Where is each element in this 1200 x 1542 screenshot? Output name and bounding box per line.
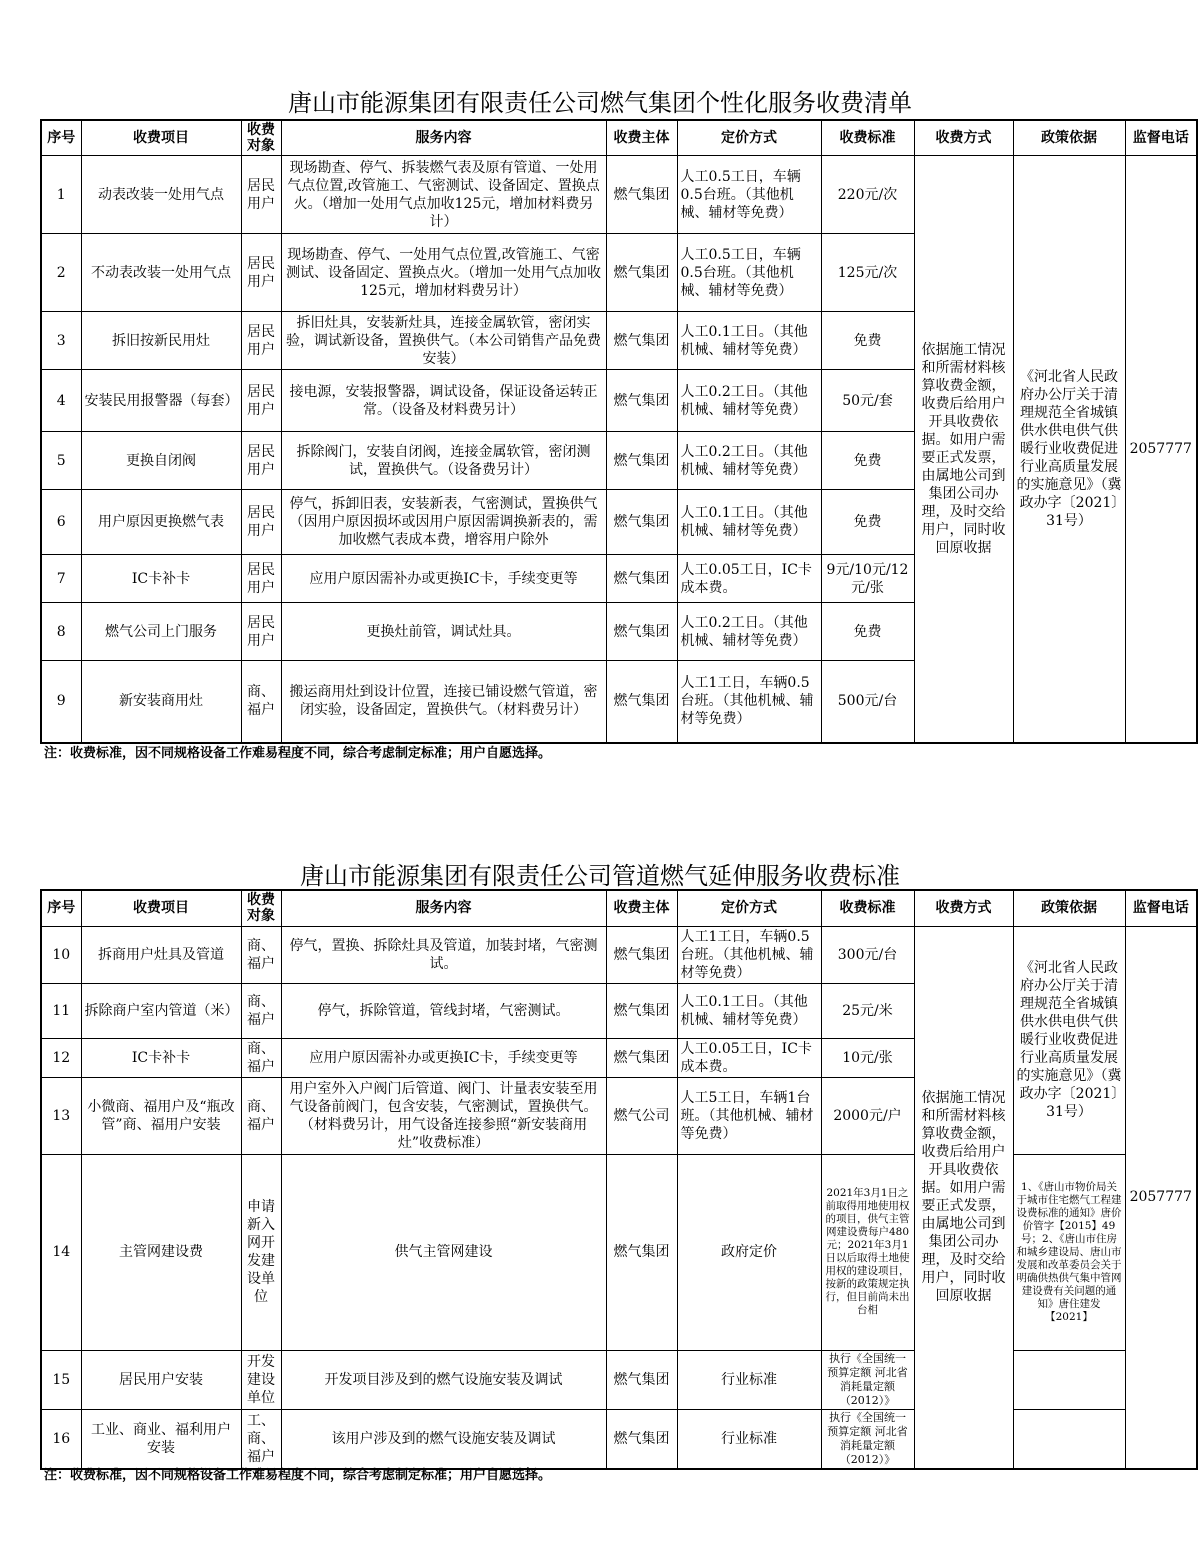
table1-note: 注：收费标准，因不同规格设备工作难易程度不同，综合考虑制定标准；用户自愿选择。 [44, 746, 552, 761]
row-pricing: 人工0.2工日。（其他机械、辅材等免费） [677, 603, 821, 661]
table2-header-row [41, 890, 1197, 926]
header-subject: 收费主体 [606, 890, 677, 926]
row-subject: 燃气集团 [606, 1154, 677, 1350]
row-standard: 免费 [821, 432, 914, 490]
row-standard: 9元/10元/12元/张 [821, 555, 914, 603]
row-no: 8 [41, 603, 81, 661]
row-item: 不动表改装一处用气点 [81, 234, 241, 312]
row-item: 安装民用报警器（每套） [81, 370, 241, 432]
header-phone: 监督电话 [1125, 120, 1197, 156]
row-standard: 免费 [821, 490, 914, 555]
row-item: 小微商、福用户及“瓶改管”商、福用户安装 [81, 1077, 241, 1154]
row-item: 燃气公司上门服务 [81, 603, 241, 661]
header-item: 收费项目 [81, 890, 241, 926]
row-no: 9 [41, 661, 81, 743]
row-pricing: 行业标准 [677, 1409, 821, 1469]
table2-note: 注：收费标准，因不同规格设备工作难易程度不同，综合考虑制定标准；用户自愿选择。 [44, 1468, 552, 1483]
row-no: 1 [41, 156, 81, 234]
table-row [41, 156, 1197, 234]
row-no: 3 [41, 312, 81, 370]
row-item: 居民用户安装 [81, 1350, 241, 1409]
row-content: 更换灶前管，调试灶具。 [281, 603, 606, 661]
row-standard: 500元/台 [821, 661, 914, 743]
row-target: 居民用户 [241, 370, 281, 432]
row-no: 4 [41, 370, 81, 432]
row-item: 工业、商业、福利用户安装 [81, 1409, 241, 1469]
row-standard: 2021年3月1日之前取得用地使用权的项目，供气主管网建设费每户480元；2021年3月1日以后取得土地使用权的建设项目，按新的政策规定执行，但目前尚未出台相 [821, 1154, 914, 1350]
header-pricing: 定价方式 [677, 890, 821, 926]
row-pricing: 人工5工日，车辆1台班。（其他机械、辅材等免费） [677, 1077, 821, 1154]
row-standard: 25元/米 [821, 983, 914, 1038]
row-target: 居民用户 [241, 490, 281, 555]
fee-table-1 [40, 119, 1198, 744]
table-row [41, 926, 1197, 983]
row-no: 10 [41, 926, 81, 983]
row-standard: 10元/张 [821, 1038, 914, 1077]
row-content: 搬运商用灶到设计位置，连接已铺设燃气管道，密闭实验，设备固定，置换供气。（材料费另计） [281, 661, 606, 743]
header-content: 服务内容 [281, 890, 606, 926]
row-subject: 燃气集团 [606, 603, 677, 661]
row-target: 商、福户 [241, 926, 281, 983]
row-subject: 燃气集团 [606, 234, 677, 312]
row-content: 该用户涉及到的燃气设施安装及调试 [281, 1409, 606, 1469]
row-subject: 燃气集团 [606, 156, 677, 234]
header-content: 服务内容 [281, 120, 606, 156]
row-standard: 2000元/户 [821, 1077, 914, 1154]
policy-basis-b: 1、《唐山市物价局关于城市住宅燃气工程建设费标准的通知》唐价价管字【2015】49号；2、《唐山市住房和城乡建设局、唐山市发展和改革委员会关于明确供热供气集中管网建设费有关问题的通知》唐住建发【2021】 [1013, 1154, 1125, 1350]
row-pricing: 人工0.5工日，车辆0.5台班。（其他机械、辅材等免费） [677, 234, 821, 312]
row-pricing: 行业标准 [677, 1350, 821, 1409]
row-target: 居民用户 [241, 312, 281, 370]
row-pricing: 人工0.1工日。（其他机械、辅材等免费） [677, 983, 821, 1038]
header-policy: 政策依据 [1013, 120, 1125, 156]
row-target: 商、福户 [241, 661, 281, 743]
row-pricing: 人工0.05工日，IC卡成本费。 [677, 555, 821, 603]
row-standard: 300元/台 [821, 926, 914, 983]
row-pricing: 人工0.2工日。（其他机械、辅材等免费） [677, 432, 821, 490]
row-item: IC卡补卡 [81, 1038, 241, 1077]
row-no: 5 [41, 432, 81, 490]
header-method: 收费方式 [914, 120, 1013, 156]
row-target: 商、福户 [241, 983, 281, 1038]
row-item: 拆商用户灶具及管道 [81, 926, 241, 983]
row-subject: 燃气集团 [606, 370, 677, 432]
row-pricing: 人工1工日，车辆0.5台班。（其他机械、辅材等免费） [677, 661, 821, 743]
policy-empty-cell [1013, 1409, 1125, 1469]
row-subject: 燃气集团 [606, 312, 677, 370]
row-standard: 125元/次 [821, 234, 914, 312]
row-subject: 燃气集团 [606, 555, 677, 603]
row-pricing: 人工0.1工日。（其他机械、辅材等免费） [677, 490, 821, 555]
row-no: 12 [41, 1038, 81, 1077]
row-content: 供气主管网建设 [281, 1154, 606, 1350]
row-standard: 220元/次 [821, 156, 914, 234]
row-content: 停气，拆除管道，管线封堵，气密测试。 [281, 983, 606, 1038]
row-item: 动表改装一处用气点 [81, 156, 241, 234]
table1-header-row [41, 120, 1197, 156]
row-standard: 50元/套 [821, 370, 914, 432]
table-row [41, 1409, 1197, 1469]
row-target: 商、福户 [241, 1038, 281, 1077]
header-phone: 监督电话 [1125, 890, 1197, 926]
fee-table-2 [40, 889, 1198, 1470]
row-pricing: 人工0.05工日，IC卡成本费。 [677, 1038, 821, 1077]
payment-method: 依据施工情况和所需材料核算收费金额，收费后给用户开具收费依据。如用户需要正式发票，由属地公司到集团公司办理，及时交给用户，同时收回原收据 [914, 156, 1013, 743]
row-subject: 燃气集团 [606, 490, 677, 555]
row-no: 6 [41, 490, 81, 555]
row-standard: 免费 [821, 603, 914, 661]
header-method: 收费方式 [914, 890, 1013, 926]
row-target: 商、福户 [241, 1077, 281, 1154]
row-standard: 免费 [821, 312, 914, 370]
row-subject: 燃气集团 [606, 1038, 677, 1077]
header-no: 序号 [41, 890, 81, 926]
row-target: 居民用户 [241, 603, 281, 661]
row-content: 停气，拆卸旧表，安装新表，气密测试，置换供气（因用户原因损坏或因用户原因需调换新表的，需加收燃气表成本费，增容用户除外 [281, 490, 606, 555]
row-standard: 执行《全国统一预算定额 河北省消耗量定额（2012）》 [821, 1350, 914, 1409]
row-target: 工、商、福户 [241, 1409, 281, 1469]
row-content: 现场勘查、停气、拆装燃气表及原有管道、一处用气点位置,改管施工、气密测试、设备固定、置换点火。（增加一处用气点加收125元，增加材料费另计） [281, 156, 606, 234]
row-no: 14 [41, 1154, 81, 1350]
row-subject: 燃气集团 [606, 432, 677, 490]
header-no: 序号 [41, 120, 81, 156]
row-no: 2 [41, 234, 81, 312]
row-pricing: 人工0.1工日。（其他机械、辅材等免费） [677, 312, 821, 370]
row-subject: 燃气公司 [606, 1077, 677, 1154]
header-target: 收费对象 [241, 120, 281, 156]
row-item: 新安装商用灶 [81, 661, 241, 743]
policy-basis: 《河北省人民政府办公厅关于清理规范全省城镇供水供电供气供暖行业收费促进行业高质量发展的实施意见》（冀政办字〔2021〕31号） [1013, 156, 1125, 743]
row-no: 13 [41, 1077, 81, 1154]
row-no: 11 [41, 983, 81, 1038]
supervision-phone: 2057777 [1125, 156, 1197, 743]
row-content: 拆旧灶具，安装新灶具，连接金属软管，密闭实验，调试新设备，置换供气。（本公司销售产品免费安装） [281, 312, 606, 370]
table-row [41, 1154, 1197, 1350]
row-target: 开发建设单位 [241, 1350, 281, 1409]
row-subject: 燃气集团 [606, 1350, 677, 1409]
row-content: 现场勘查、停气、一处用气点位置,改管施工、气密测试、设备固定、置换点火。（增加一处用气点加收125元，增加材料费另计） [281, 234, 606, 312]
row-no: 15 [41, 1350, 81, 1409]
row-subject: 燃气集团 [606, 983, 677, 1038]
table2-title: 唐山市能源集团有限责任公司管道燃气延伸服务收费标准 [300, 862, 900, 890]
row-target: 居民用户 [241, 156, 281, 234]
row-content: 应用户原因需补办或更换IC卡，手续变更等 [281, 555, 606, 603]
header-item: 收费项目 [81, 120, 241, 156]
table1-title: 唐山市能源集团有限责任公司燃气集团个性化服务收费清单 [288, 89, 912, 117]
row-pricing: 人工0.2工日。（其他机械、辅材等免费） [677, 370, 821, 432]
row-item: 拆除商户室内管道（米） [81, 983, 241, 1038]
row-no: 7 [41, 555, 81, 603]
row-item: 主管网建设费 [81, 1154, 241, 1350]
row-subject: 燃气集团 [606, 926, 677, 983]
row-item: 用户原因更换燃气表 [81, 490, 241, 555]
row-subject: 燃气集团 [606, 1409, 677, 1469]
header-standard: 收费标准 [821, 890, 914, 926]
policy-basis: 《河北省人民政府办公厅关于清理规范全省城镇供水供电供气供暖行业收费促进行业高质量发展的实施意见》（冀政办字〔2021〕31号） [1013, 926, 1125, 1154]
row-item: 更换自闭阀 [81, 432, 241, 490]
row-standard: 执行《全国统一预算定额 河北省消耗量定额（2012）》 [821, 1409, 914, 1469]
row-content: 拆除阀门，安装自闭阀，连接金属软管，密闭测试，置换供气。（设备费另计） [281, 432, 606, 490]
row-no: 16 [41, 1409, 81, 1469]
row-content: 接电源，安装报警器，调试设备，保证设备运转正常。（设备及材料费另计） [281, 370, 606, 432]
row-content: 开发项目涉及到的燃气设施安装及调试 [281, 1350, 606, 1409]
supervision-phone: 2057777 [1125, 926, 1197, 1469]
row-target: 申请新入网开发建设单位 [241, 1154, 281, 1350]
row-content: 应用户原因需补办或更换IC卡，手续变更等 [281, 1038, 606, 1077]
row-pricing: 人工1工日，车辆0.5台班。（其他机械、辅材等免费） [677, 926, 821, 983]
row-pricing: 政府定价 [677, 1154, 821, 1350]
payment-method: 依据施工情况和所需材料核算收费金额，收费后给用户开具收费依据。如用户需要正式发票，由属地公司到集团公司办理，及时交给用户，同时收回原收据 [914, 926, 1013, 1469]
header-standard: 收费标准 [821, 120, 914, 156]
header-policy: 政策依据 [1013, 890, 1125, 926]
row-subject: 燃气集团 [606, 661, 677, 743]
header-target: 收费对象 [241, 890, 281, 926]
row-item: IC卡补卡 [81, 555, 241, 603]
header-subject: 收费主体 [606, 120, 677, 156]
row-pricing: 人工0.5工日，车辆0.5台班。（其他机械、辅材等免费） [677, 156, 821, 234]
header-pricing: 定价方式 [677, 120, 821, 156]
row-content: 停气，置换、拆除灶具及管道，加装封堵，气密测试。 [281, 926, 606, 983]
policy-empty-cell [1013, 1350, 1125, 1409]
row-target: 居民用户 [241, 432, 281, 490]
row-item: 拆旧按新民用灶 [81, 312, 241, 370]
row-target: 居民用户 [241, 234, 281, 312]
table-row [41, 1350, 1197, 1409]
row-content: 用户室外入户阀门后管道、阀门、计量表安装至用气设备前阀门，包含安装，气密测试，置换供气。（材料费另计，用气设备连接参照“新安装商用灶”收费标准） [281, 1077, 606, 1154]
row-target: 居民用户 [241, 555, 281, 603]
